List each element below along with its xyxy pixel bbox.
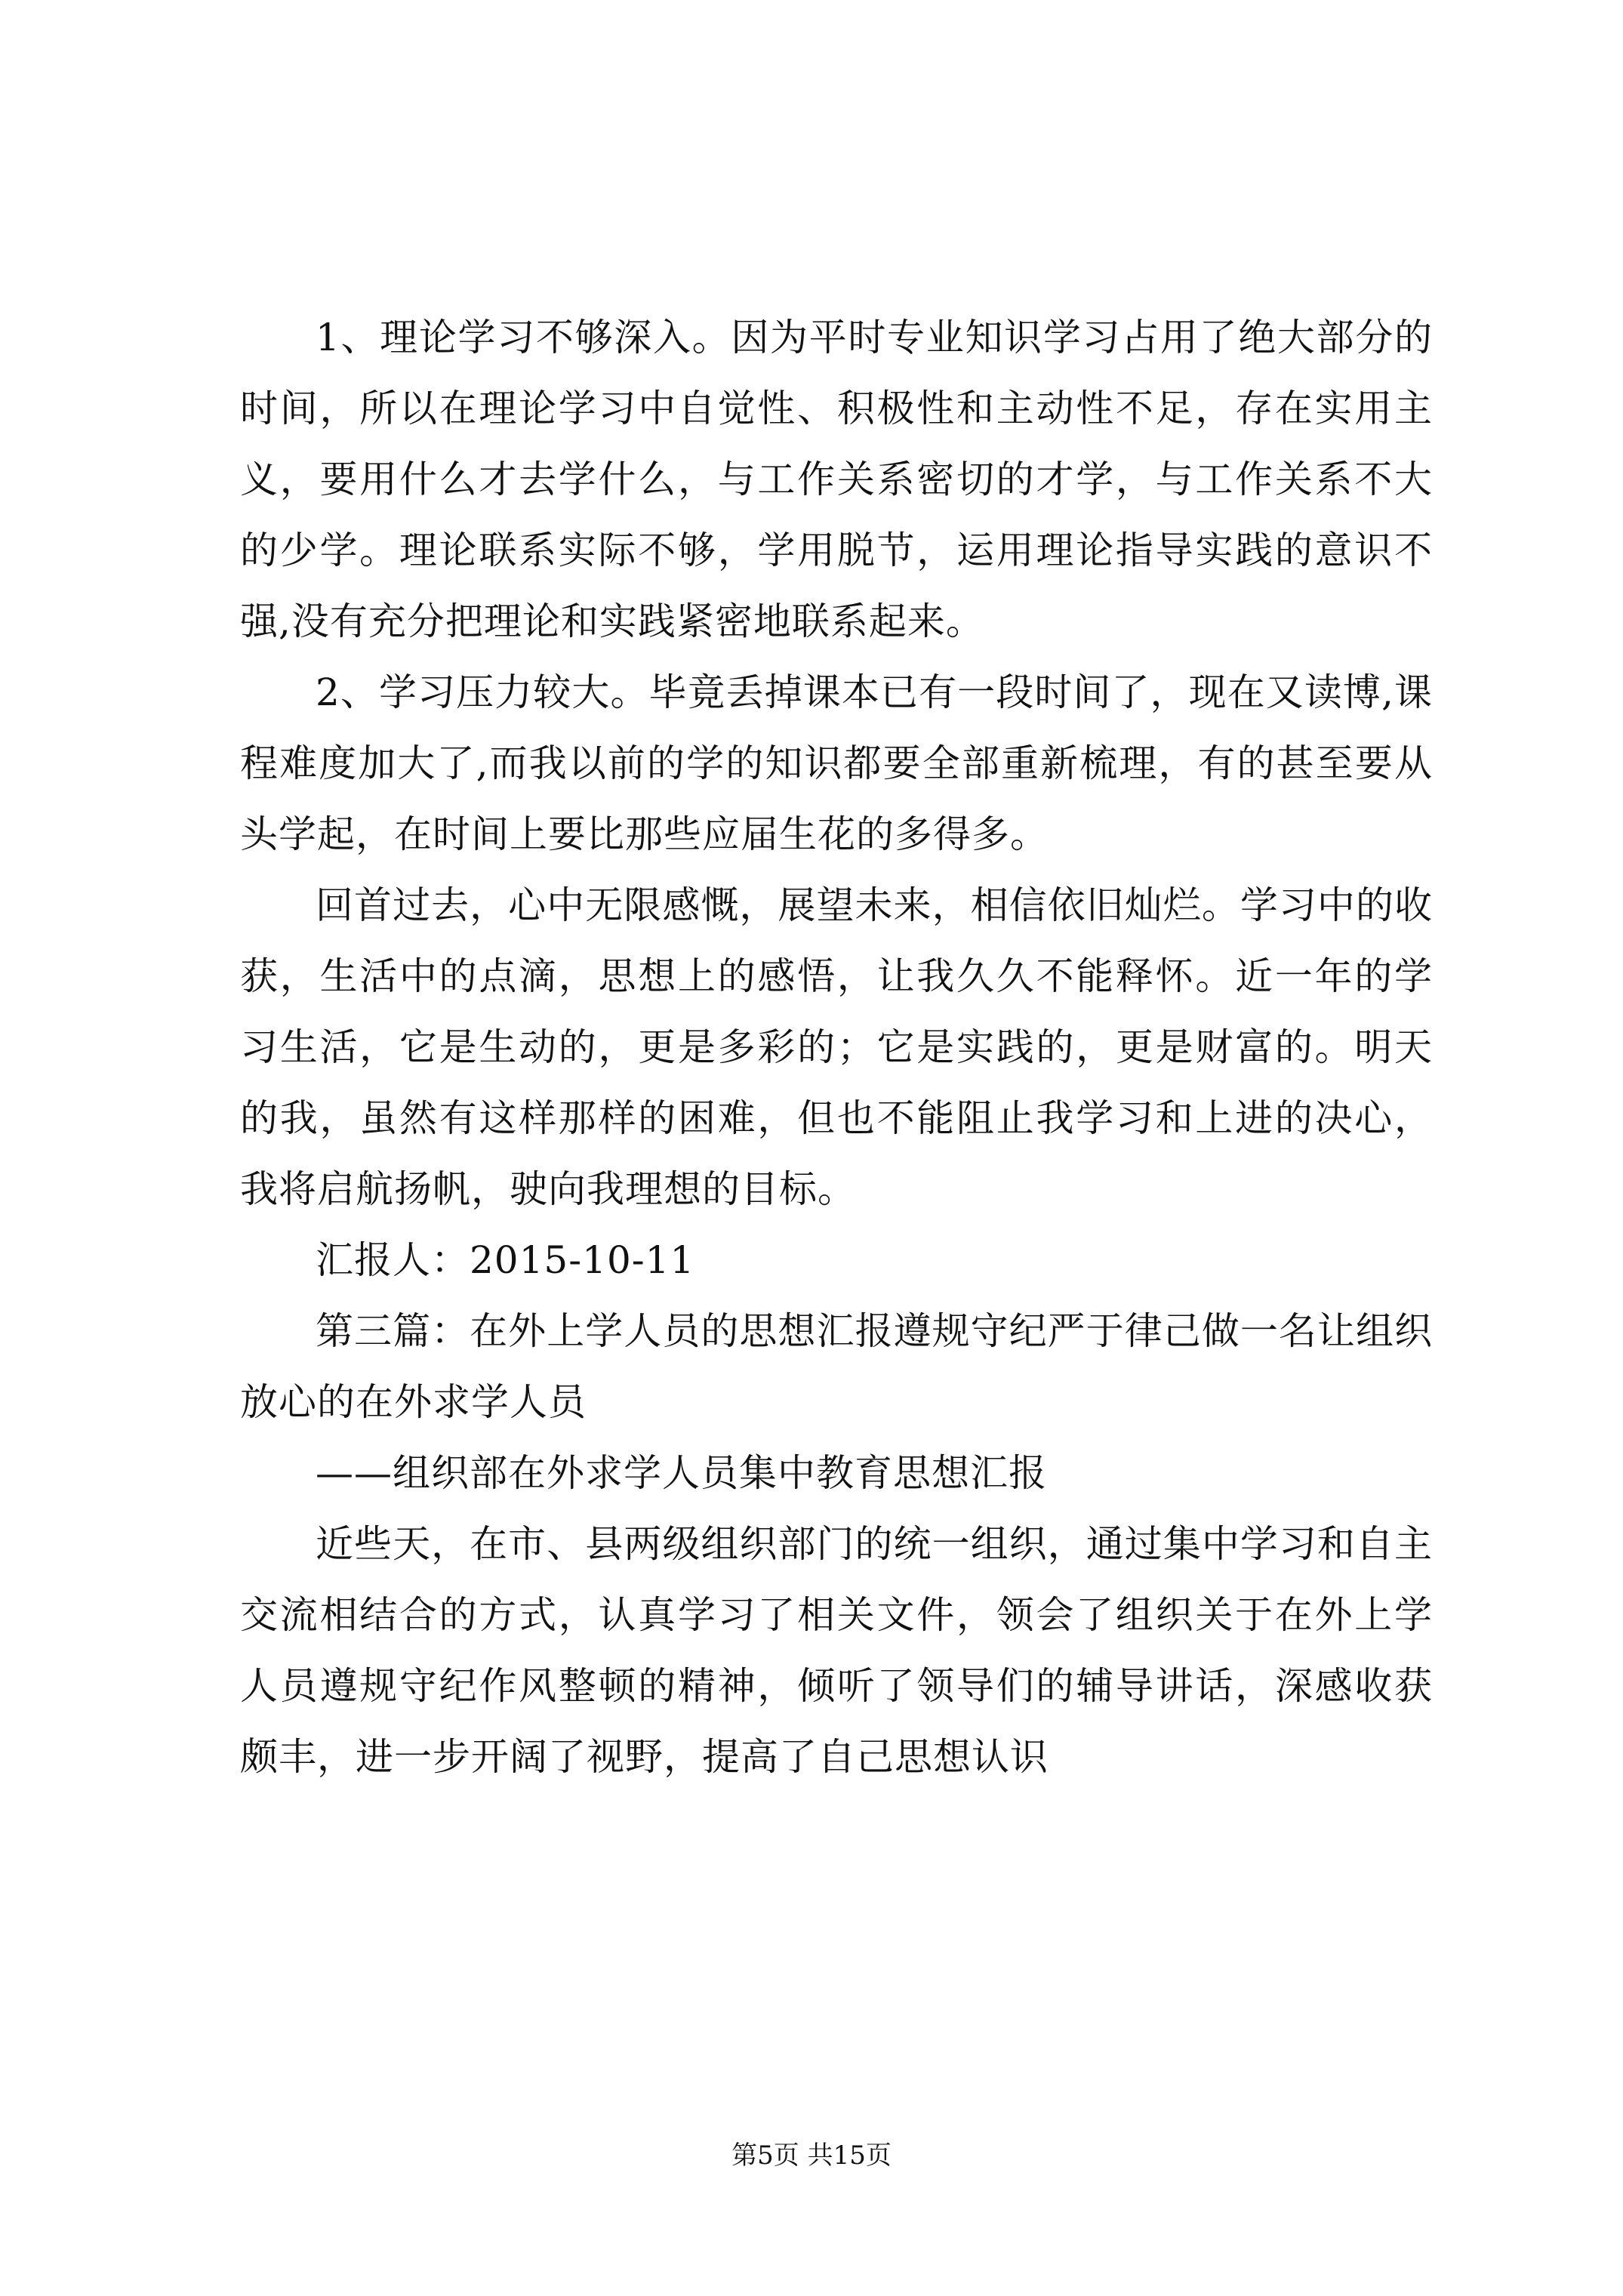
section-heading: 第三篇：在外上学人员的思想汇报遵规守纪严于律己做一名让组织放心的在外求学人员	[240, 1309, 1433, 1424]
reporter-line: 汇报人：2015-10-11	[316, 1238, 695, 1282]
body-text	[240, 302, 1433, 1792]
paragraph-recent-study: 近些天，在市、县两级组织部门的统一组织，通过集中学习和自主交流相结合的方式，认真学习了相关文件，领会了组织关于在外上学人员遵规守纪作风整顿的精神，倾听了领导们的辅导讲话，深感收获颇丰，进一步开阔了视野，提高了自己思想认识	[240, 1522, 1433, 1779]
paragraph-theory-study: 1、理论学习不够深入。因为平时专业知识学习占用了绝大部分的时间，所以在理论学习中自觉性、积极性和主动性不足，存在实用主义，要用什么才去学什么，与工作关系密切的才学，与工作关系不大的少学。理论联系实际不够，学用脱节，运用理论指导实践的意识不强,没有充分把理论和实践紧密地联系起来。	[240, 316, 1433, 643]
page-number-footer: 第5页 共15页	[731, 2140, 892, 2171]
paragraph-study-pressure: 2、学习压力较大。毕竟丢掉课本已有一段时间了，现在又读博,课程难度加大了,而我以前的学的知识都要全部重新梳理，有的甚至要从头学起，在时间上要比那些应届生花的多得多。	[240, 670, 1433, 856]
paragraph-reflection: 回首过去，心中无限感慨，展望未来，相信依旧灿烂。学习中的收获，生活中的点滴，思想上的感悟，让我久久不能释怀。近一年的学习生活，它是生动的，更是多彩的；它是实践的，更是财富的。明天的我，虽然有这样那样的困难，但也不能阻止我学习和上进的决心，我将启航扬帆，驶向我理想的目标。	[240, 883, 1433, 1211]
section-subtitle: ——组织部在外求学人员集中教育思想汇报	[316, 1451, 1047, 1495]
